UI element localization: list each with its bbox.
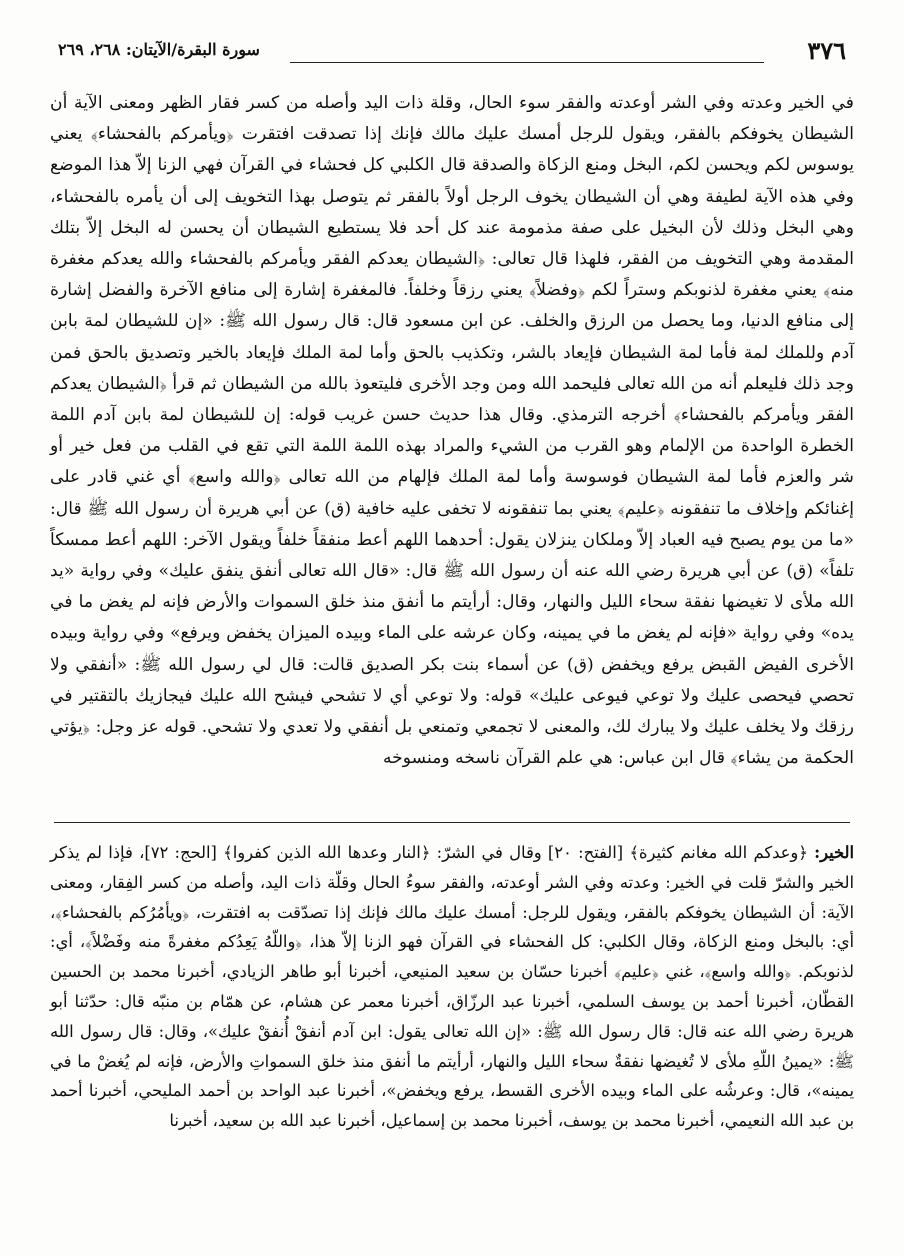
footnote-text: ﴿وعدكم الله مغانم كثيرة﴾ [الفتح: ٢٠] وقال في الشرّ: ﴿النار وعدها الله الذين كفروا﴾ [الحج: ٧٢]، فإذا لم يذكر الخير والشرّ قلت في الخير: وعدته وفي الشر أوعدته، والفقر سوءُ الحال وقلّة ذات اليد، وأصله من كسر الفِقار، ومعنى الآية: أن الشيطان يخوفكم بالفقر، ويقول للرجل: أمسك عليك مالك فإنك إذا تصدّقت به افتقرت، ﴿ويأمُرُكم بالفحشاء﴾، أي: بالبخل ومنع الزكاة، وقال الكلبي: كل الفحشاء في القرآن فهو الزنا إلاّ هذا، ﴿واللّهُ يَعِدُكم مغفرةً منه وفَضْلاً﴾، أي: لذنوبكم. ﴿والله واسع﴾، غني ﴿عليم﴾ أخبرنا حسّان بن سعيد المنيعي، أخبرنا أبو طاهر الزيادي، أخبرنا محمد بن الحسين القطّان، أخبرنا أحمد بن يوسف السلمي، أخبرنا عبد الرزّاق، أخبرنا معمر عن هشام، عن همّام بن منبّه قال: حدّثنا أبو هريرة رضي الله عنه قال: قال رسول الله ﷺ: «إن الله تعالى يقول: ابن آدم أنفقْ أُنفقْ عليك»، وقال: قال رسول الله ﷺ: «يمينُ اللّهِ ملأى لا تُغيضها نفقةٌ سحاء الليل والنهار، أرأيتم ما أنفق منذ خلق السمواتِ والأرض، فإنه لم يُغضْ ما في يمينه»، قال: وعرشُه على الماء وبيده الأخرى القسط، يرفع ويخفض»، أخبرنا عبد الواحد بن أحمد المليحي، أخبرنا أحمد بن عبد الله النعيمي، أخبرنا محمد بن يوسف، أخبرنا محمد بن إسماعيل، أخبرنا عبد الله بن سعيد، أخبرنا — [50, 843, 854, 1131]
footnotes — [50, 838, 854, 1136]
page-header — [58, 34, 846, 74]
footnote-label: الخير: — [814, 843, 854, 862]
page-number: ٣٧٦ — [807, 36, 846, 65]
main-text-body: في الخير وعدته وفي الشر أوعدته والفقر سوء الحال، وقلة ذات اليد وأصله من كسر فقار الظهر ومعنى الآية أن الشيطان يخوفكم بالفقر، ويقول للرجل أمسك عليك مالك فإنك إذا تصدقت افتقرت ﴿ويأمركم بالفحشاء﴾ يعني يوسوس لكم ويحسن لكم، البخل ومنع الزكاة والصدقة قال الكلبي كل فحشاء في القرآن فهي الزنا إلاّ هذا الموضع وفي هذه الآية لطيفة وهي أن الشيطان يخوف الرجل أولاً بالفقر ثم يتوصل بهذا التخويف إلى أن يأمره بالفحشاء، وهي البخل وذلك لأن البخيل على صفة مذمومة عند كل أحد فلا يستطيع الشيطان أن يحسن له البخل إلاّ بتلك المقدمة وهي التخويف من الفقر، فلهذا قال تعالى: ﴿الشيطان يعدكم الفقر ويأمركم بالفحشاء والله يعدكم مغفرة منه﴾ يعني مغفرة لذنوبكم وستراً لكم ﴿وفضلاً﴾ يعني رزقاً وخلفاً. فالمغفرة إشارة إلى منافع الآخرة والفضل إشارة إلى منافع الدنيا، وما يحصل من الرزق والخلف. عن ابن مسعود قال: قال رسول الله ﷺ: «إن للشيطان لمة بابن آدم وللملك لمة فأما لمة الشيطان فإيعاد بالشر، وتكذيب بالحق وأما لمة الملك فإيعاد بالخير وتصديق بالحق فمن وجد ذلك فليعلم أنه من الله تعالى فليحمد الله ومن وجد الأخرى فليتعوذ بالله من الشيطان ثم قرأ ﴿الشيطان يعدكم الفقر ويأمركم بالفحشاء﴾ أخرجه الترمذي. وقال هذا حديث حسن غريب قوله: إن للشيطان لمة بابن آدم اللمة الخطرة الواحدة من الإلمام وهو القرب من الشيء والمراد بهذه اللمة اللمة التي تقع في القلب من فعل خير أو شر والعزم فأما لمة الشيطان فوسوسة وأما لمة الملك فإلهام من الله تعالى ﴿والله واسع﴾ أي غني قادر على إغنائكم وإخلاف ما تنفقونه ﴿عليم﴾ يعني بما تنفقونه لا تخفى عليه خافية (ق) عن أبي هريرة أن رسول الله ﷺ قال: «ما من يوم يصبح فيه العباد إلاّ وملكان ينزلان يقول: أحدهما اللهم أعط منفقاً خلفاً ويقول الآخر: اللهم أعط ممسكاً تلفاً» (ق) عن أبي هريرة رضي الله عنه أن رسول الله ﷺ قال: «قال الله تعالى أنفق ينفق عليك» وفي رواية «يد الله ملأى لا تغيضها نفقة سحاء الليل والنهار، وقال: أرأيتم ما أنفق منذ خلق السموات والأرض فإنه لم يغض ما في يده» وفي رواية «فإنه لم يغض ما في يمينه، وكان عرشه على الماء وبيده الميزان يخفض ويرفع» وفي رواية وبيده الأخرى الفيض القبض يرفع ويخفض (ق) عن أسماء بنت بكر الصديق قالت: قال لي رسول الله ﷺ: «أنفقي ولا تحصي فيحصى عليك ولا توعي فيوعى عليك» قوله: ولا توعي أي لا تشحي فيشح الله عليك فيجازيك بالتقتير في رزقك ولا يخلف عليك ولا يبارك لك، والمعنى لا تجمعي وتمنعي بل أنفقي ولا تعدي ولا تشحي. قوله عز وجل: ﴿يؤتي الحكمة من يشاء﴾ قال ابن عباس: هي علم القرآن ناسخه ومنسوخه — [50, 93, 855, 769]
footnotes-divider — [54, 822, 850, 823]
header-rule — [290, 62, 764, 63]
running-title: سورة البقرة/الآيتان: ٢٦٨، ٢٦٩ — [58, 40, 260, 59]
main-text — [50, 88, 854, 774]
